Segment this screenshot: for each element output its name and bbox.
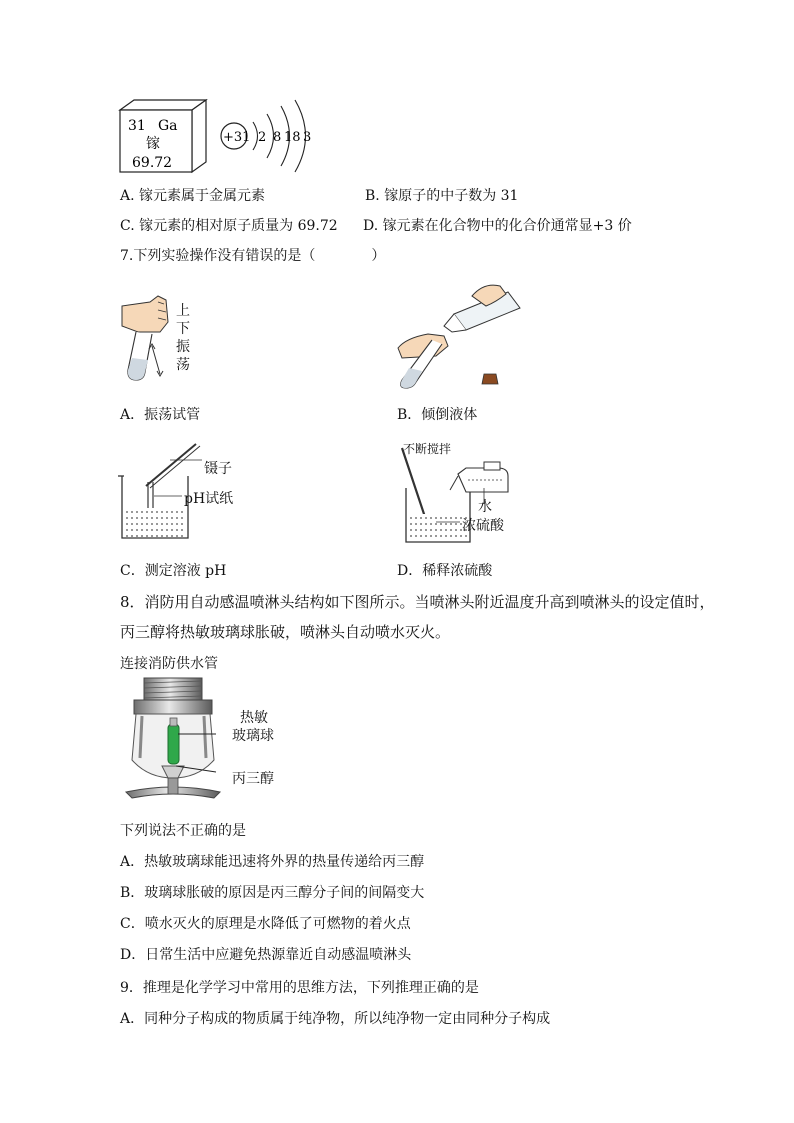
q8-option-b: B．玻璃球胀破的原因是丙三醇分子间的间隔变大 (120, 885, 425, 901)
q8-stem-line-1: 8．消防用自动感温喷淋头结构如下图所示。当喷淋头附近温度升高到喷淋头的设定值时， (120, 593, 715, 611)
q9-stem: 9．推理是化学学习中常用的思维方法，下列推理正确的是 (120, 980, 479, 996)
fig-a-label-4: 荡 (176, 357, 190, 373)
shell-2-count: 8 (273, 130, 282, 145)
shell-4-count: 3 (303, 130, 312, 145)
q8-option-c: C．喷水灭火的原理是水降低了可燃物的着火点 (120, 916, 411, 932)
sprinkler-bulb-label-2: 玻璃球 (232, 728, 274, 744)
q6-option-d: D. 镓元素在化合物中的化合价通常显+3 价 (363, 218, 632, 234)
element-symbol: Ga (158, 118, 178, 134)
q6-option-a: A. 镓元素属于金属元素 (120, 188, 266, 204)
q8-option-a: A．热敏玻璃球能迅速将外界的热量传递给丙三醇 (120, 854, 425, 870)
fig-c-paper-label: pH试纸 (184, 491, 234, 507)
fig-d-water-label: 水 (478, 499, 492, 515)
q6-option-c: C. 镓元素的相对原子质量为 69.72 (120, 218, 338, 234)
shell-3-count: 18 (284, 130, 301, 145)
q6-option-b: B. 镓原子的中子数为 31 (365, 188, 519, 204)
gallium-element-figure (110, 96, 330, 178)
q7-option-b: B．倾倒液体 (397, 407, 478, 423)
sprinkler-head-figure (118, 674, 228, 806)
q8-stem-line-2: 丙三醇将热敏玻璃球胀破，喷淋头自动喷水灭火。 (120, 623, 451, 641)
element-name: 镓 (146, 136, 160, 152)
q7-option-c: C．测定溶液 pH (120, 563, 227, 579)
sprinkler-bulb-label-1: 热敏 (240, 710, 268, 726)
sprinkler-glycerol-label: 丙三醇 (232, 771, 274, 787)
fig-b-pouring-liquid (396, 278, 526, 390)
fig-c-tweezers-label: 镊子 (204, 461, 232, 477)
q7-stem: 7.下列实验操作没有错误的是（ ） (120, 248, 386, 264)
fig-a-label-3: 振 (176, 339, 190, 355)
shell-1-count: 2 (258, 130, 267, 145)
element-number: 31 (128, 118, 146, 134)
q8-question: 下列说法不正确的是 (120, 823, 246, 839)
fig-a-label-1: 上 (176, 303, 190, 319)
fig-d-acid-label: 浓硫酸 (462, 518, 504, 534)
fig-d-stir-label: 不断搅拌 (403, 442, 452, 456)
q7-option-d: D．稀释浓硫酸 (397, 563, 493, 579)
q8-pipe-label: 连接消防供水管 (120, 656, 218, 672)
fig-a-label-2: 下 (176, 321, 190, 337)
element-mass: 69.72 (132, 155, 173, 171)
q8-option-d: D．日常生活中应避免热源靠近自动感温喷淋头 (120, 947, 412, 963)
nucleus-charge: +31 (223, 130, 251, 145)
q9-option-a: A．同种分子构成的物质属于纯净物，所以纯净物一定由同种分子构成 (120, 1011, 551, 1027)
q7-option-a: A．振荡试管 (120, 407, 201, 423)
